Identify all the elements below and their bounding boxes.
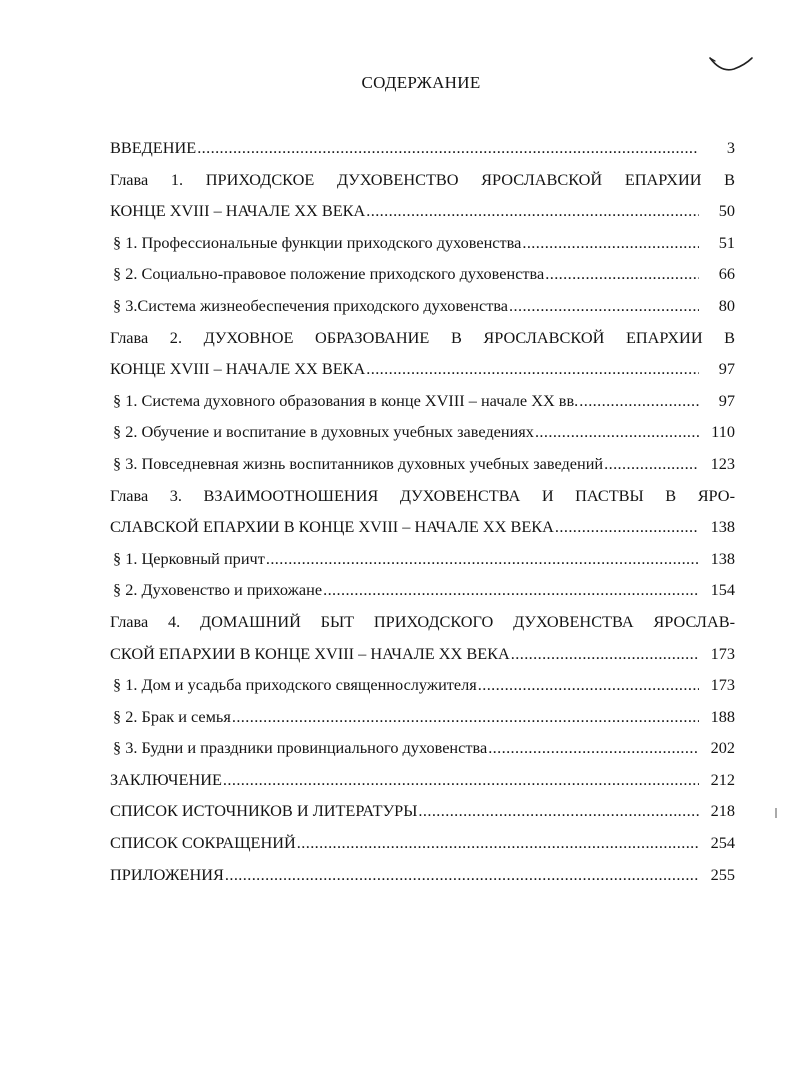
dot-leader <box>535 416 699 448</box>
dot-leader <box>545 258 699 290</box>
toc-entry-label: § 2. Брак и семья <box>113 706 231 726</box>
toc-entry-abbreviations[interactable] <box>110 827 735 859</box>
toc-section-1-1[interactable] <box>110 227 735 259</box>
scan-speck <box>775 808 777 818</box>
toc-entry-label: СПИСОК ИСТОЧНИКОВ И ЛИТЕРАТУРЫ <box>110 801 418 821</box>
toc-page-number: 173 <box>710 643 735 663</box>
toc-entry-introduction[interactable] <box>110 132 735 164</box>
toc-section-3-2[interactable] <box>110 574 735 606</box>
toc-section-4-3[interactable] <box>110 732 735 764</box>
toc-entry-label: ЗАКЛЮЧЕНИЕ <box>110 769 222 789</box>
dot-leader <box>232 701 699 733</box>
dot-leader <box>511 638 699 670</box>
dot-leader <box>297 827 699 859</box>
toc-page-number: 3 <box>726 138 735 157</box>
page-title: СОДЕРЖАНИЕ <box>361 73 481 92</box>
toc-page-number: 138 <box>710 548 735 568</box>
toc-page-number: 202 <box>710 738 735 758</box>
dot-leader <box>579 385 699 417</box>
toc-section-2-3[interactable] <box>110 448 735 480</box>
toc-entry-label: СЛАВСКОЙ ЕПАРХИИ В КОНЦЕ XVIII – НАЧАЛЕ XX ВЕКА <box>110 517 554 537</box>
toc-page-number: 97 <box>718 390 735 410</box>
toc-entry-label: § 2. Социально-правовое положение приходского духовенства <box>113 264 545 284</box>
toc-section-2-1[interactable] <box>110 385 735 417</box>
toc-entry-label: ПРИЛОЖЕНИЯ <box>110 864 224 884</box>
dot-leader <box>522 227 699 259</box>
toc-page-number: 51 <box>718 232 735 252</box>
toc-entry-label: СПИСОК СОКРАЩЕНИЙ <box>110 833 296 853</box>
toc-entry-label: § 1. Церковный причт <box>113 548 265 568</box>
toc-entry-label: ВВЕДЕНИЕ <box>110 138 197 157</box>
toc-page-number: 138 <box>710 517 735 537</box>
toc-chapter-1-heading[interactable]: Глава 1. ПРИХОДСКОЕ ДУХОВЕНСТВО ЯРОСЛАВСКОЙ ЕПАРХИИ В <box>110 169 735 189</box>
toc-chapter-2-heading[interactable]: Глава 2. ДУХОВНОЕ ОБРАЗОВАНИЕ В ЯРОСЛАВСКОЙ ЕПАРХИИ В <box>110 327 735 347</box>
toc-page-number: 255 <box>710 864 735 884</box>
toc-section-3-1[interactable] <box>110 543 735 575</box>
table-of-contents <box>110 132 735 890</box>
toc-chapter-2-heading-end[interactable] <box>110 353 735 385</box>
toc-entry-label: § 1. Система духовного образования в конце XVIII – начале XX вв. <box>113 390 579 410</box>
dot-leader <box>488 732 699 764</box>
toc-page-number: 188 <box>710 706 735 726</box>
toc-page-number: 80 <box>718 295 735 315</box>
dot-leader <box>555 511 699 543</box>
dot-leader <box>366 195 699 227</box>
toc-entry-label: § 1. Профессиональные функции приходского духовенства <box>113 232 522 252</box>
toc-entry-label: § 2. Обучение и воспитание в духовных учебных заведениях <box>113 422 534 442</box>
dot-leader <box>197 132 699 164</box>
toc-section-1-3[interactable] <box>110 290 735 322</box>
toc-section-1-2[interactable] <box>110 258 735 290</box>
toc-entry-conclusion[interactable] <box>110 764 735 796</box>
toc-entry-sources[interactable] <box>110 795 735 827</box>
dot-leader <box>418 795 699 827</box>
toc-section-4-2[interactable] <box>110 701 735 733</box>
toc-page-number: 123 <box>710 453 735 473</box>
toc-page-number: 110 <box>711 422 735 442</box>
toc-entry-label: КОНЦЕ XVIII – НАЧАЛЕ XX ВЕКА <box>110 359 366 379</box>
toc-page-number: 254 <box>710 833 735 853</box>
toc-page-number: 154 <box>710 580 735 600</box>
toc-page-number: 173 <box>710 675 735 695</box>
dot-leader <box>223 764 699 796</box>
toc-chapter-1-heading-end[interactable] <box>110 195 735 227</box>
toc-chapter-4-heading-end[interactable] <box>110 638 735 670</box>
toc-entry-appendices[interactable] <box>110 859 735 891</box>
dot-leader <box>509 290 699 322</box>
toc-entry-label: § 3. Повседневная жизнь воспитанников духовных учебных заведений <box>113 453 604 473</box>
dot-leader <box>266 543 699 575</box>
toc-chapter-4-heading[interactable]: Глава 4. ДОМАШНИЙ БЫТ ПРИХОДСКОГО ДУХОВЕНСТВА ЯРОСЛАВ- <box>110 611 735 631</box>
dot-leader <box>604 448 699 480</box>
toc-entry-label: КОНЦЕ XVIII – НАЧАЛЕ XX ВЕКА <box>110 201 366 221</box>
toc-section-4-1[interactable] <box>110 669 735 701</box>
dot-leader <box>323 574 699 606</box>
dot-leader <box>225 859 699 891</box>
toc-entry-label: § 3. Будни и праздники провинциального духовенства <box>113 738 488 758</box>
toc-page-number: 50 <box>718 201 735 221</box>
toc-page-number: 97 <box>718 359 735 379</box>
toc-entry-label: § 2. Духовенство и прихожане <box>113 580 323 600</box>
toc-chapter-3-heading[interactable]: Глава 3. ВЗАИМООТНОШЕНИЯ ДУХОВЕНСТВА И ПАСТВЫ В ЯРО- <box>110 485 735 505</box>
toc-entry-label: § 3.Система жизнеобеспечения приходского духовенства <box>113 295 509 315</box>
toc-page-number: 212 <box>710 769 735 789</box>
toc-chapter-3-heading-end[interactable] <box>110 511 735 543</box>
toc-page-number: 218 <box>710 801 735 821</box>
toc-page-number: 66 <box>718 264 735 284</box>
toc-entry-label: § 1. Дом и усадьба приходского священнослужителя <box>113 675 477 695</box>
toc-section-2-2[interactable] <box>110 416 735 448</box>
dot-leader <box>478 669 699 701</box>
toc-entry-label: СКОЙ ЕПАРХИИ В КОНЦЕ XVIII – НАЧАЛЕ XX ВЕКА <box>110 643 510 663</box>
dot-leader <box>366 353 699 385</box>
